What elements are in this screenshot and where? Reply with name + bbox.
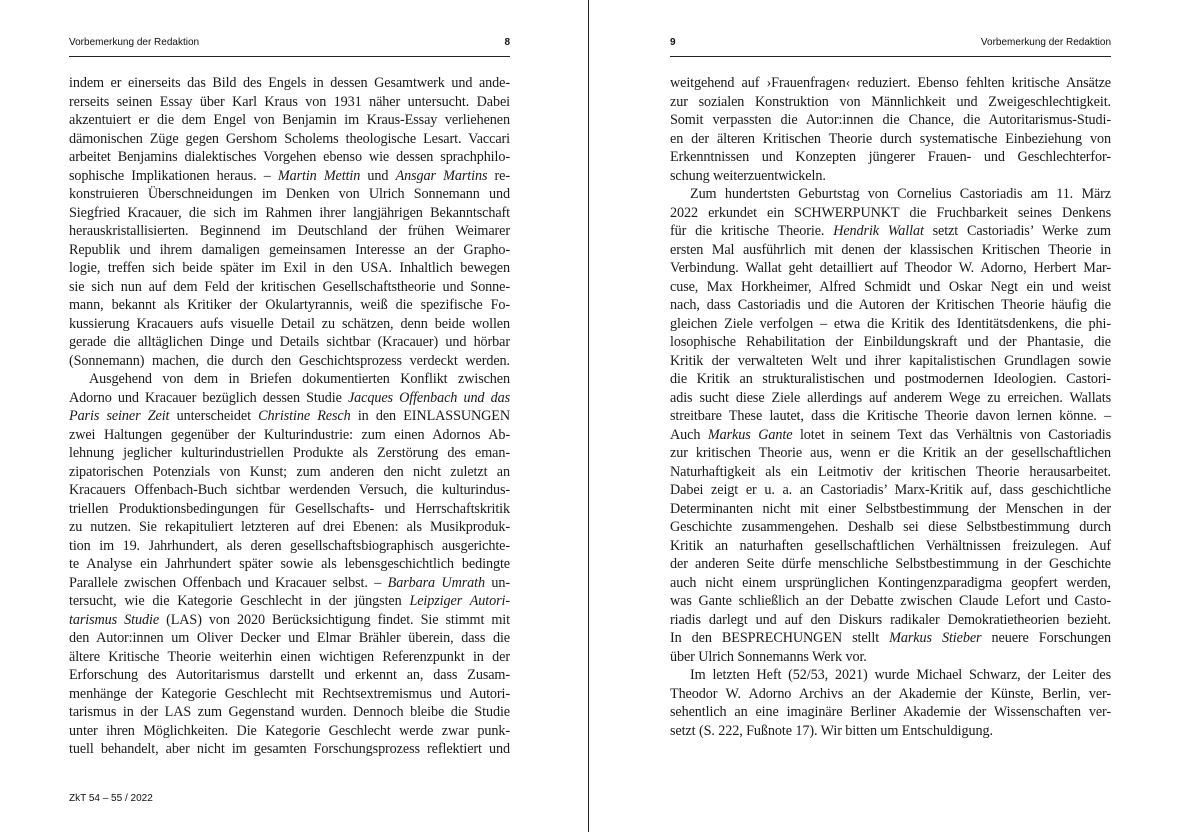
text-line: gerade die alltäglichen Dinge und Details sichtbar (Kracauer) und hörbar — [69, 334, 510, 350]
text-line: 2022 erkundet ein SCHWERPUNKT die Fruchbarkeit seines Denkens — [670, 204, 1111, 221]
running-head-left — [69, 36, 510, 54]
header-rule — [670, 56, 1111, 57]
text-line: konstruieren Überschneidungen im Denken von Ulrich Sonnemann und — [69, 186, 510, 202]
text-line: te Analyse ein Jahrhundert später sowie als lebensgeschichtlich bedingte — [69, 556, 510, 572]
text-line: rerseits seinen Essay über Karl Kraus von 1931 näher untersucht. Dabei — [69, 93, 510, 110]
text-line: Erkenntnissen und Konzepten jüngerer Frauen- und Geschlechterfor- — [670, 149, 1111, 165]
text-line: logie, treffen sich beide später im Exil in den USA. Inhaltlich bewegen — [69, 260, 510, 276]
text-line: setzt (S. 222, Fußnote 17). Wir bitten um Entschuldigung. — [670, 722, 993, 739]
text-line: Determinanten nicht mit einer Selbstbestimmung der Menschen in der — [670, 500, 1111, 517]
text-line: zwei Haltungen gegenüber der Kulturindustrie: zum einen Adornos Ab- — [69, 426, 510, 443]
text-line: Adorno und Kracauer bezüglich dessen Studie Jacques Offenbach und das — [69, 389, 510, 406]
text-line: tarismus Studie (LAS) von 2020 Berücksichtigung findet. Sie stimmt mit — [69, 611, 510, 628]
text-line: Kritik an naturhaften gesellschaftlichen Verhältnissen freizulegen. Auf — [670, 537, 1111, 554]
text-line: unter ihren Möglichkeiten. Die Kategorie Geschlecht werde zwar punk- — [69, 722, 510, 739]
text-line: triellen Produktionsbedingungen für Gesellschafts- und Herrschaftskritik — [69, 500, 510, 517]
body-text-left — [69, 74, 510, 759]
text-line: nach, dass Castoriadis und die Autoren der Kritischen Theorie häufig die — [670, 297, 1111, 313]
text-line: was Gante schließlich an der Debatte zwischen Claude Lefort und Casto- — [670, 593, 1111, 609]
text-line: arbeitet Benjamins dialektisches Vorgehen ebenso wie dessen sprachphilo- — [69, 149, 510, 165]
text-line: Kracauers Offenbach-Buch sichtbar werdenden Versuch, die kulturindus- — [69, 482, 510, 498]
text-line: menhänge der Kategorie Geschlecht mit Rechtsextremismus und Autori- — [69, 685, 510, 702]
text-line: Parallele zwischen Offenbach und Kracauer selbst. – Barbara Umrath un- — [69, 574, 511, 591]
text-line: adis sucht diese Ziele allerdings auf anderem Wege zu erreichen. Wallats — [670, 389, 1111, 406]
body-text-right — [670, 74, 1111, 740]
text-line: Naturhaftigkeit als ein Leitmotiv der kritischen Theorie herausarbeitet. — [670, 463, 1111, 480]
text-line: Erforschung des Autoritarismus darstellt und erkennt an, dass Zusam- — [69, 667, 510, 683]
text-line: ältere Kritische Theorie weiterhin einen wichtigen Referenzpunkt in der — [69, 648, 510, 665]
text-line: die Kritik an strukturalistischen und postmodernen Ideologien. Castori- — [670, 371, 1111, 387]
text-line: Republik und ihrem damaligen gemeinsamen Interesse an der Grapho- — [69, 241, 510, 258]
running-head-right — [670, 36, 1111, 54]
right-page — [589, 0, 1178, 832]
text-line: Zum hundertsten Geburtstag von Cornelius Castoriadis am 11. März — [690, 186, 1111, 202]
text-line: herauskristallisierten. Beginnend im Deutschland der frühen Weimarer — [69, 223, 510, 239]
page-number: 8 — [504, 37, 510, 48]
text-line: en der älteren Kritischen Theorie durch systematische Einbeziehung von — [670, 130, 1111, 147]
text-line: Verbindung. Wallat geht detailliert auf Theodor W. Adorno, Herbert Mar- — [670, 260, 1111, 276]
text-line: tersucht, wie die Kategorie Geschlecht in der jüngsten Leipziger Autori- — [69, 593, 510, 609]
text-line: zu nutzen. Sie rekapituliert letzteren auf drei Ebenen: als Musikproduk- — [69, 519, 510, 535]
text-line: Somit verpassten die Autor:innen die Chance, die Autoritarismus-Studi- — [670, 112, 1111, 128]
text-line: akzentuiert er die dem Engel von Benjamin im Kraus-Essay verliehenen — [69, 112, 510, 128]
text-line: tuell behandelt, aber nicht im gesamten Forschungsprozess reflektiert und — [69, 741, 510, 757]
text-line: Auch Markus Gante lotet in seinem Text das Verhältnis von Castoriadis — [670, 426, 1111, 443]
text-line: sehentlich an eine imaginäre Berliner Akademie der Wissenschaften ver- — [670, 704, 1111, 720]
text-line: Geschichte zusammengehen. Deshalb sei diese Selbstbestimmung durch — [670, 519, 1111, 535]
text-line: lehnung jeglicher kulturindustriellen Produkte als Zerstörung des eman- — [69, 445, 510, 461]
running-title: Vorbemerkung der Redaktion — [69, 37, 200, 48]
text-line: mann, bekannt als Kritiker der Okulartyrannis, weiß die spezifische Fo- — [69, 297, 510, 313]
text-line: den Autor:innen um Oliver Decker und Elmar Brähler überein, dass die — [69, 630, 510, 646]
text-line: streitbare These lautet, dass die Kritische Theorie davon lernen könne. – — [670, 408, 1111, 424]
text-line: sophische Implikationen heraus. – Martin Mettin und Ansgar Martins re- — [69, 167, 510, 184]
text-line: tion im 19. Jahrhundert, als deren gesellschaftsbiographisch ausgerichte- — [69, 537, 510, 554]
text-line: zur sozialen Konstruktion von Männlichkeit und Zweigeschlechtigkeit. — [670, 93, 1111, 110]
text-line: kussierung Kracauers aufs visuelle Detail zu schätzen, denn beide wollen — [69, 315, 510, 332]
text-line: Dabei zeigt er u. a. an Castoriadis’ Marx-Kritik auf, dass geschichtliche — [670, 482, 1111, 498]
text-line: schung weiterzuentwickeln. — [670, 167, 826, 184]
text-line: zur kritischen Theorie aus, wenn er die Kritik an der gesellschaftlichen — [670, 445, 1111, 461]
text-line: (Sonnemann) machen, die durch den Geschichtsprozess verdeckt werden. — [69, 352, 510, 369]
text-line: Im letzten Heft (52/53, 2021) wurde Michael Schwarz, der Leiter des — [690, 667, 1111, 683]
text-line: zipatorischen Potenzials von Kunst; zum anderen den nicht zuletzt an — [69, 463, 510, 480]
header-rule — [69, 56, 510, 57]
text-line: Paris seiner Zeit unterscheidet Christine Resch in den EINLASSUNGEN — [69, 408, 511, 424]
text-line: In den BESPRECHUNGEN stellt Markus Stieber neuere Forschungen — [670, 630, 1111, 646]
text-line: tarismus in der LAS zum Gegenstand wurden. Dennoch bleibe die Studie — [69, 704, 510, 720]
text-line: Siegfried Kracauer, die sich im Rahmen ihrer langjährigen Bekanntschaft — [69, 204, 510, 221]
journal-footer: ZkT 54 – 55 / 2022 — [69, 793, 153, 804]
page-number: 9 — [670, 37, 676, 48]
text-line: ersten Mal ausführlich mit denen der klassischen Kritischen Theorie in — [670, 241, 1111, 258]
text-line: riadis darlegt und auf den Diskurs radikaler Demokratietheorien bezieht. — [670, 611, 1111, 628]
text-line: cuse, Max Horkheimer, Alfred Schmidt und Oskar Negt ein und weist — [670, 278, 1111, 295]
text-line: gleichen Ziele verfolgen – etwa die Kritik des Identitätsdenkens, die phi- — [670, 315, 1111, 332]
text-line: Ausgehend von dem in Briefen dokumentierten Konflikt zwischen — [89, 371, 510, 387]
text-line: auch nicht einem ursprünglichen Kontingenzparadigma geopfert werden, — [670, 574, 1111, 591]
text-line: Theodor W. Adorno Archivs an der Akademie der Künste, Berlin, ver- — [670, 685, 1111, 702]
text-line: Kritik der verwalteten Welt und ihrer kapitalistischen Grundlagen sowie — [670, 352, 1111, 369]
text-line: der anderen Seite dürfe menschliche Selbstbestimmung in der Geschichte — [670, 556, 1111, 572]
text-line: dämonischen Züge gegen Gershom Scholems theologische Lesart. Vaccari — [69, 130, 510, 147]
text-line: indem er einerseits das Bild des Engels in dessen Gesamtwerk und ande- — [69, 75, 510, 91]
text-line: losophische Rehabilitation der Einbildungskraft und der Phantasie, die — [670, 334, 1111, 350]
text-line: sie sich nun auf dem Feld der kritischen Gesellschaftstheorie und Sonne- — [69, 278, 510, 295]
text-line: über Ulrich Sonnemanns Werk vor. — [670, 648, 867, 665]
text-line: für die kritische Theorie. Hendrik Wallat setzt Castoriadis’ Werke zum — [670, 223, 1111, 239]
running-title: Vorbemerkung der Redaktion — [980, 37, 1111, 48]
text-line: weitgehend auf ›Frauenfragen‹ reduziert. Ebenso fehlten kritische Ansätze — [670, 75, 1111, 91]
